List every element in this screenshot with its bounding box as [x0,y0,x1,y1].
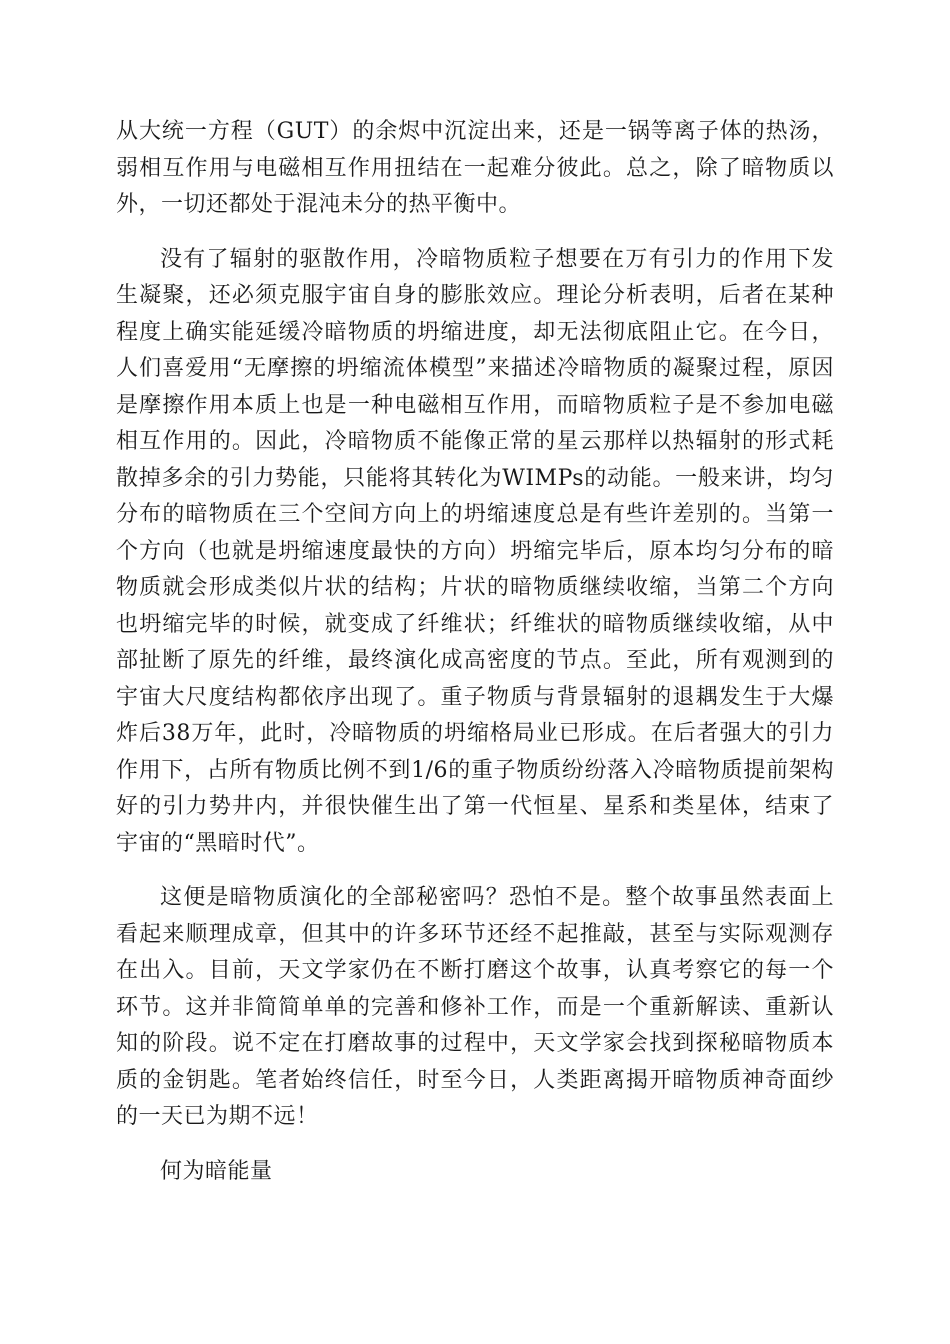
document-page [116,114,834,1190]
section-heading: 何为暗能量 [160,1158,273,1184]
paragraph-cold-dark-matter-collapse: 没有了辐射的驱散作用，冷暗物质粒子想要在万有引力的作用下发生凝聚，还必须克服宇宙自身的膨胀效应。理论分析表明，后者在某种程度上确实能延缓冷暗物质的坍缩进度，却无法彻底阻止它。在今日，人们喜爱用“无摩擦的坍缩流体模型”来描述冷暗物质的凝聚过程，原因是摩擦作用本质上也是一种电磁相互作用，而暗物质粒子是不参加电磁相互作用的。因此，冷暗物质不能像正常的星云那样以热辐射的形式耗散掉多余的引力势能，只能将其转化为WIMPs的动能。一般来讲，均匀分布的暗物质在三个空间方向上的坍缩速度总是有些许差别的。当第一个方向（也就是坍缩速度最快的方向）坍缩完毕后，原本均匀分布的暗物质就会形成类似片状的结构；片状的暗物质继续收缩，当第二个方向也坍缩完毕的时候，就变成了纤维状；纤维状的暗物质继续收缩，从中部扯断了原先的纤维，最终演化成高密度的节点。至此，所有观测到的宇宙大尺度结构都依序出现了。重子物质与背景辐射的退耦发生于大爆炸后38万年，此时，冷暗物质的坍缩格局业已形成。在后者强大的引力作用下，占所有物质比例不到1/6的重子物质纷纷落入冷暗物质提前架构好的引力势井内，并很快催生出了第一代恒星、星系和类星体，结束了宇宙的“黑暗时代”。 [116,246,834,856]
paragraph-dark-matter-secret: 这便是暗物质演化的全部秘密吗？恐怕不是。整个故事虽然表面上看起来顺理成章，但其中的许多环节还经不起推敲，甚至与实际观测存在出入。目前，天文学家仍在不断打磨这个故事，认真考察它的每一个环节。这并非简简单单的完善和修补工作，而是一个重新解读、重新认知的阶段。说不定在打磨故事的过程中，天文学家会找到探秘暗物质本质的金钥匙。笔者始终信任，时至今日，人类距离揭开暗物质神奇面纱的一天已为期不远！ [116,885,834,1129]
paragraph-continuation: 从大统一方程（GUT）的余烬中沉淀出来，还是一锅等离子体的热汤，弱相互作用与电磁相互作用扭结在一起难分彼此。总之，除了暗物质以外，一切还都处于混沌未分的热平衡中。 [116,119,834,217]
